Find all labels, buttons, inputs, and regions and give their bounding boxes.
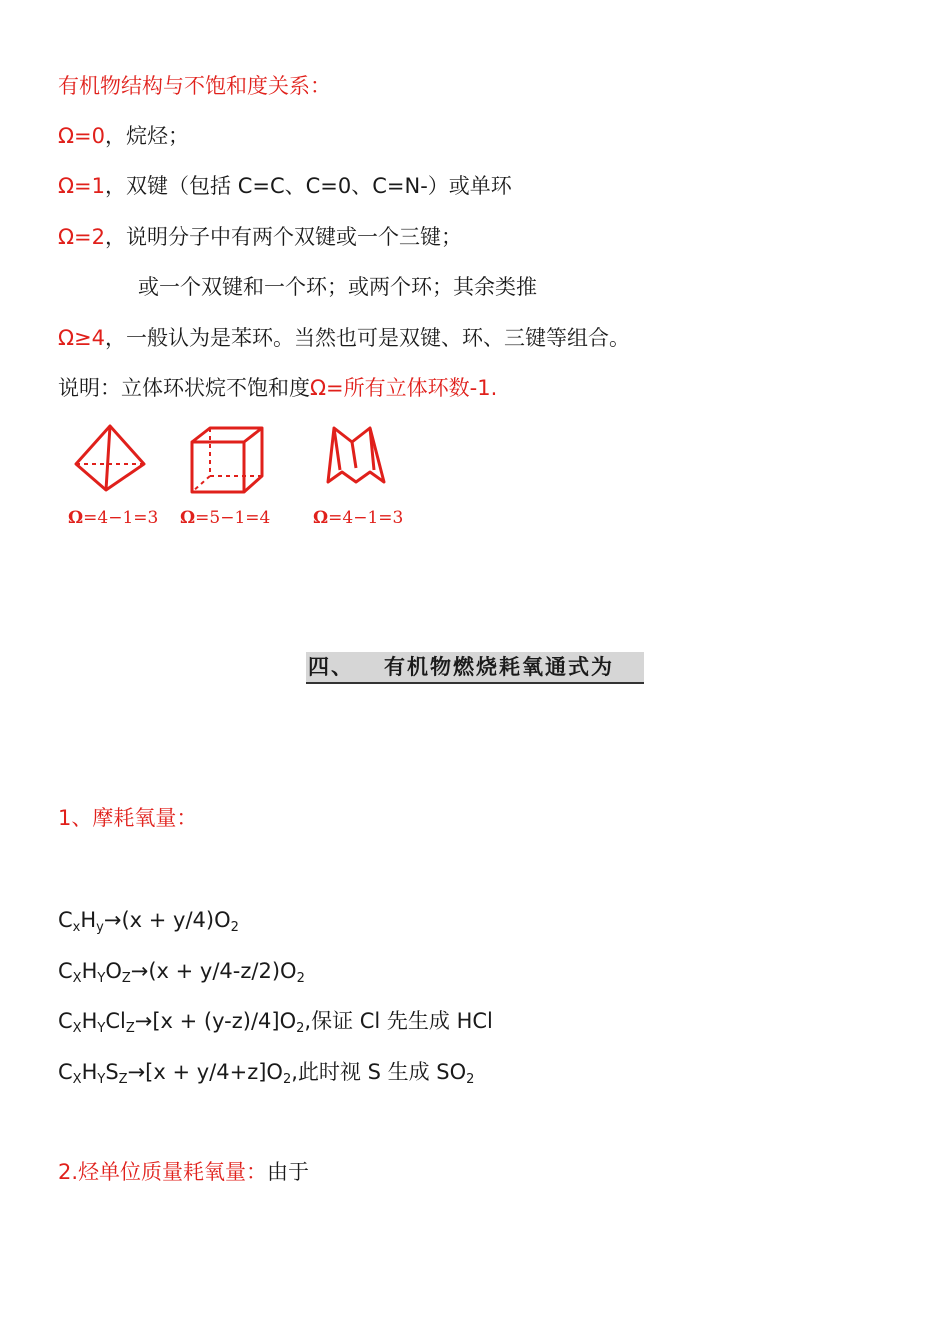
intro-line: 有机物结构与不饱和度关系： bbox=[58, 74, 331, 98]
cube-icon bbox=[186, 424, 268, 496]
rule-omega-4 bbox=[58, 324, 630, 352]
rule-omega-0 bbox=[58, 122, 189, 150]
adamantane-icon bbox=[322, 424, 390, 490]
subheading-text: 由于 bbox=[267, 1160, 310, 1184]
rule-omega-2-cont bbox=[138, 273, 537, 301]
rule-text: ，双键（包括 C=C、C=0、C=N-）或单环 bbox=[105, 174, 512, 198]
formula-sulfur: $C_XH_YS_Z\to[x + y/4+z]O_2$,此时视 S 生成 $SO_2$ bbox=[58, 1060, 475, 1087]
subheading-unit-mass-oxygen bbox=[58, 1158, 309, 1186]
rule-text: ，说明分子中有两个双键或一个三键； bbox=[105, 225, 463, 249]
note-prefix: 说明：立体环状烷不饱和度 bbox=[58, 376, 310, 400]
section-heading bbox=[306, 652, 644, 684]
omega-value: Ω≥4 bbox=[58, 326, 106, 350]
figure-caption: Ω=4−1=3 bbox=[313, 508, 404, 528]
section-title: 有机物燃烧耗氧通式为 bbox=[384, 655, 614, 679]
rule-text: ，一般认为是苯环。当然也可是双键、环、三键等组合。 bbox=[105, 326, 631, 350]
omega-value: Ω=1 bbox=[58, 174, 106, 198]
subheading-molar-oxygen: 1、摩耗氧量： bbox=[58, 806, 198, 830]
note-line bbox=[58, 374, 497, 402]
formula-hydrocarbon: $C_xH_y\to(x + y/4)O_2$ bbox=[58, 908, 239, 935]
rule-text: 或一个双键和一个环；或两个环；其余类推 bbox=[138, 275, 537, 299]
formula-oxygenated: $C_XH_YO_Z\to(x + y/4-z/2)O_2$ bbox=[58, 959, 305, 986]
rule-omega-2 bbox=[58, 223, 462, 251]
omega-value: Ω=2 bbox=[58, 225, 106, 249]
tetrahedron-icon bbox=[70, 422, 150, 494]
note-highlight: Ω=所有立体环数-1. bbox=[310, 376, 498, 400]
formula-chlorinated: $C_XH_YCl_Z\to[x + (y-z)/4]O_2$,保证 Cl 先生成 HCl bbox=[58, 1009, 493, 1036]
rule-text: ，烷烃； bbox=[105, 124, 190, 148]
subheading-label: 2.烃单位质量耗氧量： bbox=[58, 1160, 268, 1184]
figure-caption: Ω=5−1=4 bbox=[180, 508, 271, 528]
section-number: 四、 bbox=[308, 655, 354, 679]
omega-value: Ω=0 bbox=[58, 124, 106, 148]
figure-caption: Ω=4−1=3 bbox=[68, 508, 159, 528]
rule-omega-1 bbox=[58, 172, 512, 200]
